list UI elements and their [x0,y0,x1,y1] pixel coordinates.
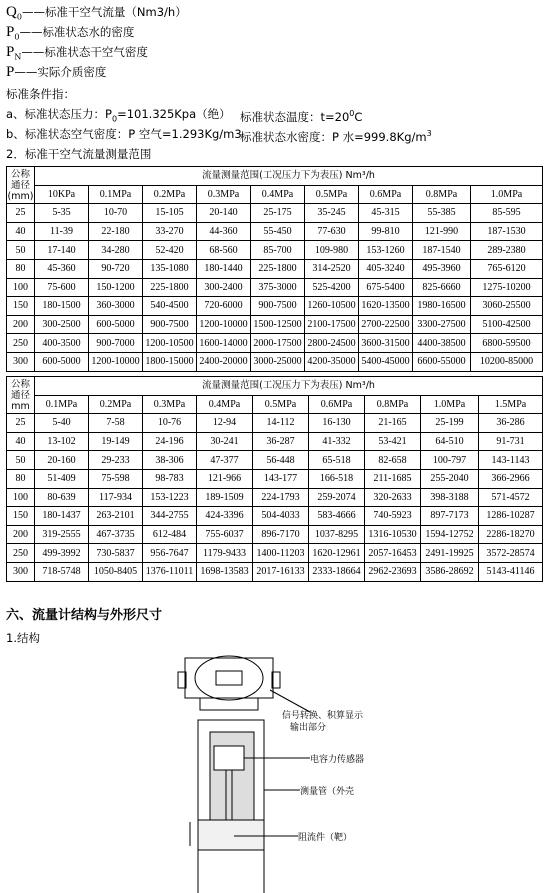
flow-range-cell: 730-5837 [89,544,143,563]
nominal-diameter-cell: 150 [7,297,35,316]
table-row [7,507,543,526]
flow-range-cell: 21-165 [365,414,421,433]
flow-range-cell: 255-2040 [421,469,479,488]
nominal-diameter-cell: 50 [7,451,35,470]
flow-range-cell: 225-1800 [251,259,305,278]
flow-range-cell: 20-160 [35,451,89,470]
nominal-diameter-cell: 150 [7,507,35,526]
flow-range-cell: 1500-12500 [251,315,305,334]
flow-range-cell: 121-990 [413,222,471,241]
flow-range-cell: 344-2755 [143,507,197,526]
flow-range-cell: 5-35 [35,204,89,223]
flow-range-cell: 11-39 [35,222,89,241]
column-header: 1.5MPa [479,395,543,414]
flow-range-cell: 900-7500 [143,315,197,334]
flow-range-cell: 467-3735 [89,525,143,544]
flow-range-cell: 64-510 [421,432,479,451]
flow-range-cell: 47-377 [197,451,253,470]
nominal-diameter-cell: 50 [7,241,35,260]
flow-range-cell: 263-2101 [89,507,143,526]
flow-range-cell: 68-560 [197,241,251,260]
flow-range-cell: 424-3396 [197,507,253,526]
column-header: 0.5MPa [253,395,309,414]
nominal-diameter-cell: 25 [7,414,35,433]
column-header: 0.5MPa [305,185,359,204]
flow-range-cell: 25-199 [421,414,479,433]
flow-range-cell: 5-40 [35,414,89,433]
condition-a: a、标准状态压力：$P_0=101.325Kpa$（绝） [6,107,231,124]
flow-range-cell: 51-409 [35,469,89,488]
column-header: 0.8MPa [365,395,421,414]
flow-range-cell: 718-5748 [35,562,89,581]
def-pn: $P_N——$标准状态干空气密度 [6,44,148,62]
column-header: 0.4MPa [251,185,305,204]
flow-range-cell: 3600-31500 [359,334,413,353]
nominal-diameter-cell: 200 [7,525,35,544]
flow-range-cell: 1050-8405 [89,562,143,581]
flow-range-cell: 14-112 [253,414,309,433]
flow-range-cell: 1200-10000 [89,352,143,371]
def-p: P——实际介质密度 [6,64,107,80]
flow-range-cell: 319-2555 [35,525,89,544]
flow-range-cell: 44-360 [197,222,251,241]
flow-range-cell: 720-6000 [197,297,251,316]
flow-range-cell: 153-1260 [359,241,413,260]
table-row [7,297,543,316]
flow-range-cell: 143-177 [253,469,309,488]
flow-range-cell: 30-241 [197,432,253,451]
flow-range-cell: 98-783 [143,469,197,488]
flow-range-cell: 1275-10200 [471,278,543,297]
flow-range-cell: 15-105 [143,204,197,223]
column-header: 0.6MPa [359,185,413,204]
flow-range-cell: 45-360 [35,259,89,278]
nominal-diameter-cell: 100 [7,488,35,507]
flow-range-cell: 189-1509 [197,488,253,507]
display-window [195,656,263,700]
table-row [7,222,543,241]
flow-range-cell: 675-5400 [359,278,413,297]
flowmeter-structure-diagram [150,650,410,893]
flow-range-cell: 36-286 [479,414,543,433]
flow-range-cell: 34-280 [89,241,143,260]
flow-range-cell: 29-233 [89,451,143,470]
flow-range-cell: 12-94 [197,414,253,433]
flow-range-cell: 300-2400 [197,278,251,297]
column-header: 0.8MPa [413,185,471,204]
flow-range-cell: 2286-18270 [479,525,543,544]
nominal-diameter-cell: 40 [7,432,35,451]
flow-range-cell: 3060-25500 [471,297,543,316]
corner-header: 公称 通径 mm [7,377,35,414]
flow-range-cell: 1037-8295 [309,525,365,544]
flow-range-cell: 225-1800 [143,278,197,297]
flow-range-cell: 956-7647 [143,544,197,563]
flow-range-cell: 1200-10500 [143,334,197,353]
conditions-title: 标准条件指： [6,87,75,101]
flow-channel [198,820,264,850]
flow-range-cell: 300-2500 [35,315,89,334]
flow-range-cell: 320-2633 [365,488,421,507]
flow-range-cell: 1600-14000 [197,334,251,353]
flow-range-cell: 180-1440 [197,259,251,278]
flow-range-cell: 90-720 [89,259,143,278]
column-header: 10KPa [35,185,89,204]
flow-range-cell: 3572-28574 [479,544,543,563]
table-row [7,352,543,371]
flow-range-cell: 504-4033 [253,507,309,526]
nominal-diameter-cell: 80 [7,469,35,488]
flow-range-cell: 525-4200 [305,278,359,297]
flow-range-cell: 900-7500 [251,297,305,316]
flow-range-cell: 571-4572 [479,488,543,507]
flow-range-cell: 22-180 [89,222,143,241]
def-q0: $Q_0——$标准干空气流量（Nm3/h） [6,4,187,22]
flow-range-cell: 3000-25000 [251,352,305,371]
table-row [7,432,543,451]
label-target: 阻流件（靶） [298,833,353,843]
flow-range-cell: 75-598 [89,469,143,488]
flow-range-cell: 1698-13583 [197,562,253,581]
flow-range-cell: 2100-17500 [305,315,359,334]
flow-range-cell: 77-630 [305,222,359,241]
flow-range-cell: 314-2520 [305,259,359,278]
flow-range-cell: 499-3992 [35,544,89,563]
flow-range-cell: 1620-12961 [309,544,365,563]
flow-range-cell: 5143-41146 [479,562,543,581]
condition-b: b、标准状态空气密度：P 空气=1.293Kg/m3 [6,127,242,141]
flow-range-cell: 24-196 [143,432,197,451]
column-header: 0.3MPa [143,395,197,414]
flow-range-cell: 10-70 [89,204,143,223]
flow-range-cell: 1260-10500 [305,297,359,316]
flow-range-cell: 143-1143 [479,451,543,470]
display-head [185,658,273,698]
flow-range-cell: 109-980 [305,241,359,260]
column-header: 0.6MPa [309,395,365,414]
flow-range-cell: 65-518 [309,451,365,470]
flow-range-cell: 36-287 [253,432,309,451]
flow-range-cell: 85-700 [251,241,305,260]
flow-range-cell: 1800-15000 [143,352,197,371]
flow-range-cell: 5100-42500 [471,315,543,334]
flow-range-cell: 10-76 [143,414,197,433]
flow-range-cell: 3586-28692 [421,562,479,581]
flow-range-cell: 1179-9433 [197,544,253,563]
label-measurement-tube: 测量管（外壳 [300,787,355,797]
flow-range-cell: 1980-16500 [413,297,471,316]
label-display-output: 信号转换、积算显示 [282,711,364,721]
flow-range-cell: 375-3000 [251,278,305,297]
flow-range-cell: 187-1530 [471,222,543,241]
flow-range-cell: 1376-11011 [143,562,197,581]
column-header: 0.1MPa [35,395,89,414]
flow-range-cell: 56-448 [253,451,309,470]
flow-range-cell: 3300-27500 [413,315,471,334]
flow-range-cell: 900-7000 [89,334,143,353]
table-row [7,414,543,433]
flow-range-cell: 366-2966 [479,469,543,488]
table-row [7,259,543,278]
flow-range-cell: 1200-10000 [197,315,251,334]
flow-range-cell: 540-4500 [143,297,197,316]
table-title: 流量测量范围(工况压力下为表压) Nm³/h [35,167,543,186]
flow-range-cell: 53-421 [365,432,421,451]
flow-range-cell: 75-600 [35,278,89,297]
flow-range-cell: 121-966 [197,469,253,488]
label-capacitive-sensor: 电容力传感器 [310,755,365,765]
label-display-output-2: 输出部分 [290,723,327,733]
flow-range-cell: 2400-20000 [197,352,251,371]
subsection-structure-title: 1.结构 [6,631,40,645]
flow-range-cell: 13-102 [35,432,89,451]
flow-range-cell: 41-332 [309,432,365,451]
flow-range-cell: 7-58 [89,414,143,433]
table-row [7,204,543,223]
nominal-diameter-cell: 200 [7,315,35,334]
nominal-diameter-cell: 250 [7,544,35,563]
nominal-diameter-cell: 80 [7,259,35,278]
flow-range-cell: 33-270 [143,222,197,241]
flow-range-cell: 2800-24500 [305,334,359,353]
flow-range-cell: 1620-13500 [359,297,413,316]
nominal-diameter-cell: 40 [7,222,35,241]
flow-range-cell: 600-5000 [35,352,89,371]
flow-range-cell: 117-934 [89,488,143,507]
flow-range-cell: 25-175 [251,204,305,223]
flow-range-cell: 187-1540 [413,241,471,260]
flow-range-cell: 80-639 [35,488,89,507]
flow-range-cell: 17-140 [35,241,89,260]
flow-range-cell: 4200-35000 [305,352,359,371]
flow-range-cell: 6800-59500 [471,334,543,353]
flow-range-cell: 2333-18664 [309,562,365,581]
flow-range-cell: 1286-10287 [479,507,543,526]
flow-range-cell: 2491-19925 [421,544,479,563]
flow-range-cell: 765-6120 [471,259,543,278]
flow-range-cell: 153-1223 [143,488,197,507]
table-row [7,334,543,353]
flow-range-cell: 52-420 [143,241,197,260]
condition-a-temp: 标准状态温度：$t=20^0C$ [240,109,363,124]
table-row [7,451,543,470]
flow-range-cell: 224-1793 [253,488,309,507]
nominal-diameter-cell: 100 [7,278,35,297]
flow-range-cell: 55-385 [413,204,471,223]
flow-range-cell: 211-1685 [365,469,421,488]
flow-range-cell: 180-1437 [35,507,89,526]
table-row [7,562,543,581]
flow-range-cell: 2962-23693 [365,562,421,581]
condition-b-water: 标准状态水密度：P 水$=999.8Kg/m^3$ [240,129,432,144]
flow-range-cell: 6600-55000 [413,352,471,371]
flow-range-cell: 2017-16133 [253,562,309,581]
flow-range-cell: 896-7170 [253,525,309,544]
display-screen [216,671,242,685]
flow-range-cell: 10200-85000 [471,352,543,371]
flow-range-cell: 150-1200 [89,278,143,297]
flow-range-table-2 [6,376,543,582]
column-header: 1.0MPa [421,395,479,414]
flow-range-cell: 55-450 [251,222,305,241]
flow-range-cell: 20-140 [197,204,251,223]
flow-range-cell: 360-3000 [89,297,143,316]
table-row [7,488,543,507]
flow-range-cell: 180-1500 [35,297,89,316]
section-2-title: 2．标准干空气流量测量范围 [6,147,152,161]
flow-range-cell: 495-3960 [413,259,471,278]
column-header: 0.3MPa [197,185,251,204]
flow-range-cell: 38-306 [143,451,197,470]
column-header: 1.0MPa [471,185,543,204]
flow-range-cell: 825-6660 [413,278,471,297]
flow-range-cell: 289-2380 [471,241,543,260]
flow-range-cell: 135-1080 [143,259,197,278]
flow-range-cell: 82-658 [365,451,421,470]
flow-range-cell: 400-3500 [35,334,89,353]
capacitive-sensor [214,746,244,770]
nominal-diameter-cell: 250 [7,334,35,353]
flow-range-cell: 2000-17500 [251,334,305,353]
flow-range-cell: 4400-38500 [413,334,471,353]
flow-range-cell: 100-797 [421,451,479,470]
flow-range-cell: 600-5000 [89,315,143,334]
flow-range-cell: 35-245 [305,204,359,223]
table-row [7,241,543,260]
flow-range-cell: 1400-11203 [253,544,309,563]
nominal-diameter-cell: 25 [7,204,35,223]
column-header: 0.2MPa [143,185,197,204]
flow-range-cell: 740-5923 [365,507,421,526]
flow-range-cell: 897-7173 [421,507,479,526]
flow-range-cell: 45-315 [359,204,413,223]
flow-range-cell: 755-6037 [197,525,253,544]
def-p0: $P_0——$标准状态水的密度 [6,24,135,42]
flow-range-cell: 5400-45000 [359,352,413,371]
column-header: 0.4MPa [197,395,253,414]
table-row [7,278,543,297]
flow-range-cell: 612-484 [143,525,197,544]
column-header: 0.1MPa [89,185,143,204]
flow-range-cell: 1316-10530 [365,525,421,544]
corner-header: 公称 通径 (mm) [7,167,35,204]
table-row [7,544,543,563]
flow-range-cell: 166-518 [309,469,365,488]
flow-range-cell: 85-595 [471,204,543,223]
flow-range-table-1 [6,166,543,372]
column-header: 0.2MPa [89,395,143,414]
flow-range-cell: 398-3188 [421,488,479,507]
flow-range-cell: 19-149 [89,432,143,451]
table-row [7,525,543,544]
table-row [7,315,543,334]
table-row [7,469,543,488]
section-6-title: 六、流量计结构与外形尺寸 [6,608,163,623]
flow-range-cell: 405-3240 [359,259,413,278]
flow-range-cell: 16-130 [309,414,365,433]
flow-range-cell: 99-810 [359,222,413,241]
flow-range-cell: 91-731 [479,432,543,451]
table-title: 流量测量范围(工况压力下为表压) Nm³/h [35,377,543,396]
nominal-diameter-cell: 300 [7,562,35,581]
flow-range-cell: 259-2074 [309,488,365,507]
flow-range-cell: 2700-22500 [359,315,413,334]
flow-range-cell: 1594-12752 [421,525,479,544]
flow-range-cell: 583-4666 [309,507,365,526]
nominal-diameter-cell: 300 [7,352,35,371]
flow-range-cell: 2057-16453 [365,544,421,563]
